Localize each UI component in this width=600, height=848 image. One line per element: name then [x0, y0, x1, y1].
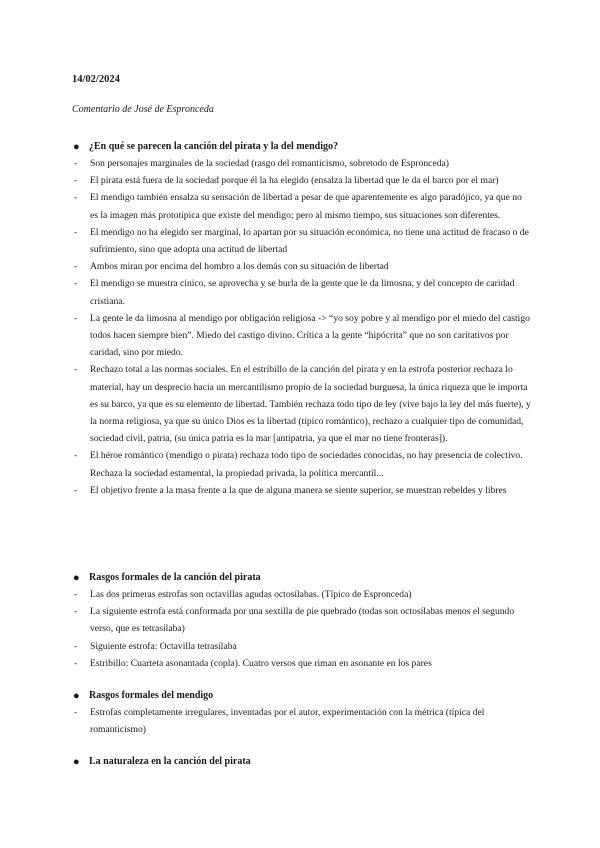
- section-heading: [72, 139, 532, 155]
- list-item: [72, 361, 532, 447]
- list-item: [72, 258, 532, 275]
- dash-marker-icon: -: [74, 450, 78, 462]
- list-item: [72, 275, 532, 309]
- dash-marker-icon: -: [74, 364, 78, 376]
- list-item-text: La gente le da limosna al mendigo por obligación religiosa -> “yo soy pobre y al mendigo por el miedo del castigo todos hacen siempre bien”. Miedo del castigo divino. Crítica a la gente “hipócrita” que no son caritativos por caridad, sino por miedo.: [90, 312, 530, 359]
- section-heading-text: La naturaleza en la canción del pirata: [89, 756, 251, 767]
- section-item-list: [72, 704, 532, 738]
- section-similarities: [72, 139, 532, 499]
- list-item-text: El mendigo no ha elegido ser marginal, lo apartan por su situación económica, no tiene una actitud de fracaso o de sufrimiento, sino que adopta una actitud de libertad: [90, 226, 529, 256]
- section-heading-text: ¿En qué se parecen la canción del pirata y la del mendigo?: [89, 141, 338, 152]
- section-nature-pirate: [72, 754, 532, 770]
- dash-marker-icon: -: [74, 226, 78, 238]
- list-item: [72, 638, 532, 655]
- dash-marker-icon: -: [74, 657, 78, 669]
- dash-marker-icon: -: [74, 707, 78, 718]
- list-item-text: Rechazo total a las normas sociales. En el estribillo de la canción del pirata y en la estrofa posterior rechaza lo material, hay un desprecio hacia un mercantilismo propio de la sociedad burguesa, la única riqueza que le importa es su barco, ya que es su elemento de libertad. También rechaza todo tipo de ley (vive bajo la ley del más fuerte), y la norma religiosa, ya que su único Dios es la libertad (típico romántico), rechazo a cualquier tipo de comunidad, sociedad civil, patria, (su única patria es la mar [antipatria, ya que el mar no tiene fronteras]).: [90, 364, 531, 445]
- section-pirate-formal-traits: [72, 570, 532, 672]
- list-item-text: Estribillo: Cuarteta asonantada (copla). Cuatro versos que riman en asonante en los pares: [90, 657, 432, 669]
- section-heading: [72, 688, 532, 704]
- list-item-text: Siguiente estrofa: Octavilla tetrasílaba: [90, 640, 237, 652]
- list-item: [72, 155, 532, 172]
- section-heading-text: Rasgos formales de la canción del pirata: [89, 572, 261, 583]
- list-item-text: El pirata está fuera de la sociedad porque él la ha elegido (ensalza la libertad que le da el barco por el mar): [90, 175, 499, 187]
- list-item-text: El mendigo se muestra cínico, se aprovecha y se burla de la gente que le da limosna, y del concepto de caridad cristiana.: [90, 278, 515, 307]
- dash-marker-icon: -: [74, 312, 78, 324]
- bullet-icon: ●: [73, 141, 80, 153]
- section-heading-text: Rasgos formales del mendigo: [89, 690, 214, 701]
- list-item-text: Ambos miran por encima del hombro a los demás con su situación de libertad: [90, 261, 389, 273]
- document-subtitle: Comentario de José de Espronceda: [72, 104, 214, 115]
- dash-marker-icon: -: [74, 278, 78, 290]
- dash-marker-icon: -: [74, 606, 78, 618]
- list-item: [72, 655, 532, 672]
- dash-marker-icon: -: [74, 484, 78, 496]
- list-item-text: El mendigo también ensalza su sensación de libertad a pesar de que aparentemente es algo paradójico, ya que no es la imagen más prototípica que existe del mendigo; pero al mismo tiempo, sus situaciones son diferentes.: [90, 192, 522, 221]
- list-item: [72, 586, 532, 603]
- section-item-list: [72, 586, 532, 672]
- list-item-text: El objetivo frente a la masa frente a la que de alguna manera se siente superior, se muestran rebeldes y libres: [90, 484, 507, 496]
- list-item-text: El héroe romántico (mendigo o pirata) rechaza todo tipo de sociedades conocidas, no hay presencia de colectivo. Rechaza la sociedad estamental, la propiedad privada, la política mercantil...: [90, 450, 523, 479]
- list-item: [72, 189, 532, 223]
- dash-marker-icon: -: [74, 192, 78, 204]
- list-item: [72, 482, 532, 499]
- section-item-list: [72, 155, 532, 499]
- section-beggar-formal-traits: [72, 688, 532, 738]
- section-heading: [72, 570, 532, 586]
- list-item-text: Son personajes marginales de la sociedad (rasgo del romanticismo, sobretodo de Espronceda): [90, 158, 449, 169]
- list-item: [72, 172, 532, 189]
- list-item: [72, 603, 532, 637]
- list-item-text: Estrofas completamente irregulares, inventadas por el autor, experimentación con la métrica (típica del romanticismo): [90, 707, 485, 736]
- dash-marker-icon: -: [74, 261, 78, 273]
- dash-marker-icon: -: [74, 640, 78, 652]
- section-heading: [72, 754, 532, 770]
- list-item-text: La siguiente estrofa está conformada por una sextilla de pie quebrado (todas son octosílabas menos el segundo verso, que es tetrasílaba): [90, 606, 515, 635]
- list-item: [72, 310, 532, 362]
- list-item: [72, 224, 532, 258]
- dash-marker-icon: -: [74, 158, 78, 169]
- dash-marker-icon: -: [74, 175, 78, 187]
- list-item-text: Las dos primeras estrofas son octavillas agudas octosílabas. (Típico de Espronceda): [90, 589, 412, 600]
- document-date: 14/02/2024: [72, 74, 120, 85]
- list-item: [72, 704, 532, 738]
- list-item: [72, 447, 532, 481]
- bullet-icon: ●: [73, 756, 80, 768]
- dash-marker-icon: -: [74, 589, 78, 600]
- bullet-icon: ●: [73, 572, 80, 584]
- bullet-icon: ●: [73, 690, 80, 702]
